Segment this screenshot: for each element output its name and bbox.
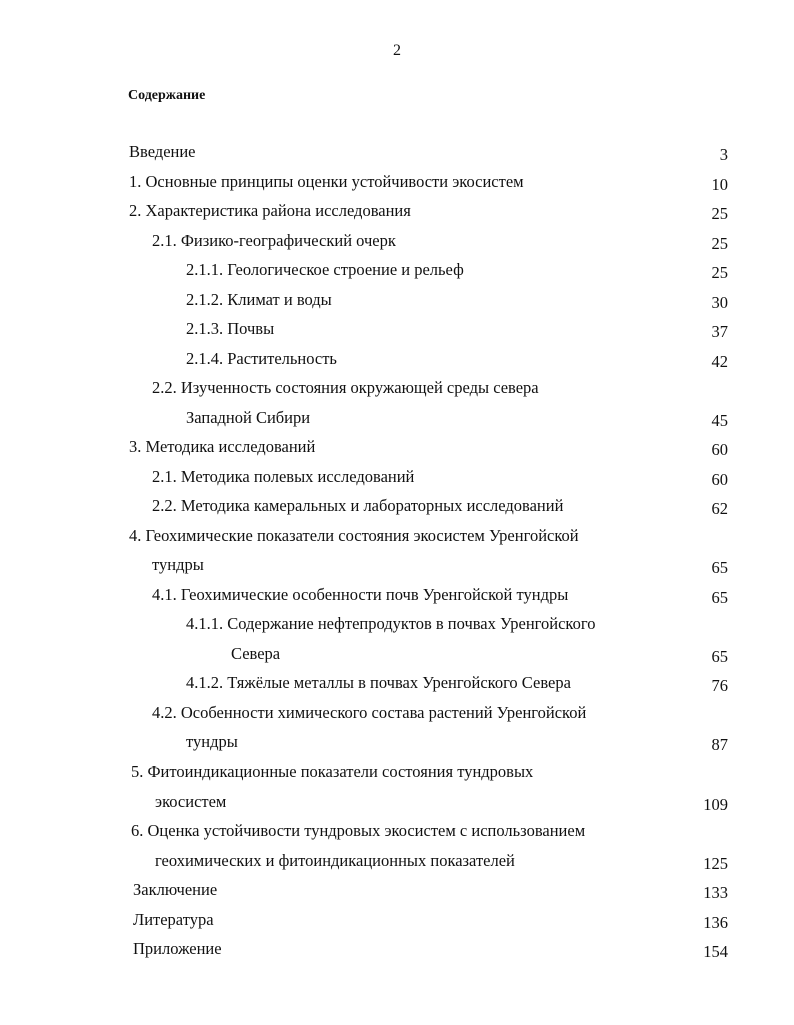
toc-entry-text: Приложение xyxy=(133,939,222,958)
toc-entry-page: 133 xyxy=(703,883,728,902)
toc-entry-text: 4.2. Особенности химического состава растений Уренгойской xyxy=(152,703,587,722)
toc-entry-text: 2.2. Методика камеральных и лабораторных исследований xyxy=(152,496,564,515)
toc-entry-page: 109 xyxy=(703,795,728,814)
toc-entry-text: 2.1.2. Климат и воды xyxy=(186,290,332,309)
toc-entry-text: Введение xyxy=(129,142,196,161)
toc-entry-page: 65 xyxy=(711,558,728,577)
toc-entry-text: 4. Геохимические показатели состояния экосистем Уренгойской xyxy=(129,526,579,545)
toc-entry-page: 37 xyxy=(711,322,728,341)
toc-entry-text: 2. Характеристика района исследования xyxy=(129,201,411,220)
toc-entry-page: 25 xyxy=(711,204,728,223)
toc-entry-text: 6. Оценка устойчивости тундровых экосистем с использованием xyxy=(131,821,586,840)
toc-entry-page: 3 xyxy=(719,145,728,164)
toc-entry-text: 2.2. Изученность состояния окружающей среды севера xyxy=(152,378,539,397)
toc-entry-text: 2.1.4. Растительность xyxy=(186,349,337,368)
toc-entry-text: Литература xyxy=(133,910,214,929)
toc-entry-continuation: геохимических и фитоиндикационных показателей xyxy=(155,851,515,870)
page-number: 2 xyxy=(393,42,401,59)
toc-entry-page: 42 xyxy=(711,352,728,371)
toc-entry-page: 154 xyxy=(703,942,728,961)
toc-entry-text: 5. Фитоиндикационные показатели состояния тундровых xyxy=(131,762,534,781)
toc-entry-page: 65 xyxy=(711,647,728,666)
toc-entry-text: 1. Основные принципы оценки устойчивости экосистем xyxy=(129,172,524,191)
toc-entry-page: 10 xyxy=(711,175,728,194)
toc-entry-text: 4.1. Геохимические особенности почв Уренгойской тундры xyxy=(152,585,569,604)
toc-entry-page: 30 xyxy=(711,293,728,312)
toc-entry-page: 62 xyxy=(711,499,728,518)
toc-entry-page: 25 xyxy=(711,234,728,253)
toc-entry-page: 87 xyxy=(711,735,728,754)
toc-entry-page: 45 xyxy=(711,411,728,430)
toc-entry-continuation: тундры xyxy=(186,732,238,751)
toc-entry-continuation: Западной Сибири xyxy=(186,408,311,427)
toc-entry-page: 60 xyxy=(711,440,728,459)
toc-entry-page: 125 xyxy=(703,854,728,873)
toc-entry-text: 2.1. Методика полевых исследований xyxy=(152,467,415,486)
toc-entry-page: 25 xyxy=(711,263,728,282)
toc-entry-continuation: тундры xyxy=(152,555,204,574)
toc-entry-text: 4.1.2. Тяжёлые металлы в почвах Уренгойского Севера xyxy=(186,673,571,692)
toc-entry-page: 60 xyxy=(711,470,728,489)
toc-entry-text: 4.1.1. Содержание нефтепродуктов в почвах Уренгойского xyxy=(186,614,596,633)
toc-entry-text: 2.1.1. Геологическое строение и рельеф xyxy=(186,260,464,279)
toc-entry-text: 3. Методика исследований xyxy=(129,437,316,456)
toc-entry-continuation: экосистем xyxy=(155,792,227,811)
toc-entry-text: 2.1.3. Почвы xyxy=(186,319,275,338)
toc-entry-text: 2.1. Физико-географический очерк xyxy=(152,231,396,250)
toc-entry-page: 136 xyxy=(703,913,728,932)
toc-entry-continuation: Севера xyxy=(231,644,281,663)
toc-title: Содержание xyxy=(128,88,206,103)
toc-entry-page: 65 xyxy=(711,588,728,607)
toc-entry-text: Заключение xyxy=(133,880,218,899)
toc-entry-page: 76 xyxy=(711,676,728,695)
